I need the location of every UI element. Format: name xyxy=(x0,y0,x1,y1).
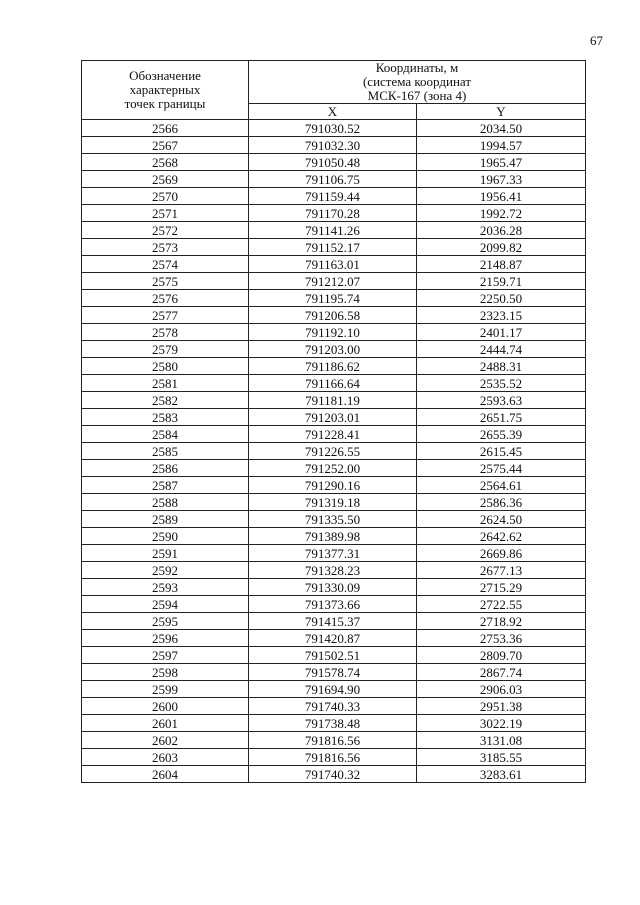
table-row xyxy=(82,307,586,324)
y-coordinate-cell: 2655.39 xyxy=(417,426,586,443)
y-coordinate-cell: 2677.13 xyxy=(417,562,586,579)
coords-header-line: Координаты, м xyxy=(375,60,459,75)
table-row xyxy=(82,698,586,715)
table-row xyxy=(82,290,586,307)
x-coordinate-cell: 791335.50 xyxy=(249,511,417,528)
y-coordinate-cell: 2099.82 xyxy=(417,239,586,256)
x-coordinate-cell: 791192.10 xyxy=(249,324,417,341)
x-coordinate-cell: 791050.48 xyxy=(249,154,417,171)
table-row xyxy=(82,205,586,222)
y-coordinate-cell: 2624.50 xyxy=(417,511,586,528)
table-row xyxy=(82,239,586,256)
point-cell: 2568 xyxy=(82,154,249,171)
point-cell: 2590 xyxy=(82,528,249,545)
y-coordinate-cell: 2401.17 xyxy=(417,324,586,341)
x-coordinate-cell: 791163.01 xyxy=(249,256,417,273)
x-coordinate-cell: 791694.90 xyxy=(249,681,417,698)
point-cell: 2569 xyxy=(82,171,249,188)
point-cell: 2578 xyxy=(82,324,249,341)
point-cell: 2572 xyxy=(82,222,249,239)
table-row xyxy=(82,392,586,409)
y-coordinate-cell: 1992.72 xyxy=(417,205,586,222)
y-coordinate-cell: 2036.28 xyxy=(417,222,586,239)
coords-header-line: (система координат xyxy=(362,74,472,89)
y-coordinate-cell: 1967.33 xyxy=(417,171,586,188)
y-coordinate-cell: 2642.62 xyxy=(417,528,586,545)
x-coordinate-cell: 791738.48 xyxy=(249,715,417,732)
x-coordinate-cell: 791166.64 xyxy=(249,375,417,392)
point-cell: 2592 xyxy=(82,562,249,579)
x-coordinate-cell: 791319.18 xyxy=(249,494,417,511)
point-cell: 2586 xyxy=(82,460,249,477)
y-coordinate-cell: 2669.86 xyxy=(417,545,586,562)
table-row xyxy=(82,341,586,358)
table-row xyxy=(82,647,586,664)
coordinates-header xyxy=(249,61,586,104)
x-coordinate-cell: 791159.44 xyxy=(249,188,417,205)
table-row xyxy=(82,715,586,732)
y-coordinate-cell: 2593.63 xyxy=(417,392,586,409)
y-coordinate-cell: 2488.31 xyxy=(417,358,586,375)
y-coordinate-cell: 2651.75 xyxy=(417,409,586,426)
point-cell: 2571 xyxy=(82,205,249,222)
y-coordinate-cell: 1965.47 xyxy=(417,154,586,171)
y-coordinate-cell: 1956.41 xyxy=(417,188,586,205)
table-row xyxy=(82,613,586,630)
table-row xyxy=(82,273,586,290)
table-row xyxy=(82,256,586,273)
point-cell: 2566 xyxy=(82,120,249,137)
x-coordinate-cell: 791578.74 xyxy=(249,664,417,681)
x-coordinate-cell: 791415.37 xyxy=(249,613,417,630)
point-column-header xyxy=(82,61,249,120)
point-cell: 2577 xyxy=(82,307,249,324)
boundary-coordinates-table xyxy=(81,60,586,783)
x-coordinate-cell: 791328.23 xyxy=(249,562,417,579)
y-coordinate-cell: 2718.92 xyxy=(417,613,586,630)
point-cell: 2595 xyxy=(82,613,249,630)
table-row xyxy=(82,409,586,426)
x-coordinate-cell: 791816.56 xyxy=(249,749,417,766)
point-cell: 2575 xyxy=(82,273,249,290)
x-coordinate-cell: 791816.56 xyxy=(249,732,417,749)
x-coordinate-cell: 791373.66 xyxy=(249,596,417,613)
y-coordinate-cell: 2444.74 xyxy=(417,341,586,358)
x-coordinate-cell: 791186.62 xyxy=(249,358,417,375)
x-coordinate-cell: 791106.75 xyxy=(249,171,417,188)
y-coordinate-cell: 2564.61 xyxy=(417,477,586,494)
table-row xyxy=(82,443,586,460)
table-row xyxy=(82,732,586,749)
point-cell: 2574 xyxy=(82,256,249,273)
y-coordinate-cell: 2575.44 xyxy=(417,460,586,477)
y-coordinate-cell: 3131.08 xyxy=(417,732,586,749)
table-row xyxy=(82,324,586,341)
point-header-line: Обозначение xyxy=(129,68,201,83)
y-coordinate-cell: 2034.50 xyxy=(417,120,586,137)
y-coordinate-cell: 2809.70 xyxy=(417,647,586,664)
y-coordinate-cell: 1994.57 xyxy=(417,137,586,154)
point-cell: 2570 xyxy=(82,188,249,205)
table-row xyxy=(82,494,586,511)
point-cell: 2583 xyxy=(82,409,249,426)
point-cell: 2604 xyxy=(82,766,249,783)
point-cell: 2576 xyxy=(82,290,249,307)
table-row xyxy=(82,120,586,137)
point-cell: 2581 xyxy=(82,375,249,392)
table-row xyxy=(82,596,586,613)
table-row xyxy=(82,154,586,171)
point-cell: 2573 xyxy=(82,239,249,256)
x-column-header: X xyxy=(249,104,417,120)
y-coordinate-cell: 3185.55 xyxy=(417,749,586,766)
point-cell: 2567 xyxy=(82,137,249,154)
x-coordinate-cell: 791740.33 xyxy=(249,698,417,715)
point-cell: 2585 xyxy=(82,443,249,460)
x-coordinate-cell: 791212.07 xyxy=(249,273,417,290)
table-row xyxy=(82,766,586,783)
x-coordinate-cell: 791290.16 xyxy=(249,477,417,494)
table-row xyxy=(82,545,586,562)
y-coordinate-cell: 2906.03 xyxy=(417,681,586,698)
x-coordinate-cell: 791203.00 xyxy=(249,341,417,358)
x-coordinate-cell: 791330.09 xyxy=(249,579,417,596)
point-cell: 2603 xyxy=(82,749,249,766)
point-cell: 2589 xyxy=(82,511,249,528)
point-cell: 2601 xyxy=(82,715,249,732)
table-row xyxy=(82,664,586,681)
y-coordinate-cell: 2250.50 xyxy=(417,290,586,307)
y-coordinate-cell: 2753.36 xyxy=(417,630,586,647)
point-header-line: точек границы xyxy=(124,96,206,111)
table-row xyxy=(82,426,586,443)
x-coordinate-cell: 791152.17 xyxy=(249,239,417,256)
x-coordinate-cell: 791389.98 xyxy=(249,528,417,545)
x-coordinate-cell: 791195.74 xyxy=(249,290,417,307)
point-cell: 2594 xyxy=(82,596,249,613)
point-cell: 2584 xyxy=(82,426,249,443)
table-row xyxy=(82,222,586,239)
y-coordinate-cell: 2586.36 xyxy=(417,494,586,511)
y-coordinate-cell: 2535.52 xyxy=(417,375,586,392)
point-cell: 2600 xyxy=(82,698,249,715)
point-cell: 2602 xyxy=(82,732,249,749)
x-coordinate-cell: 791141.26 xyxy=(249,222,417,239)
x-coordinate-cell: 791228.41 xyxy=(249,426,417,443)
point-cell: 2596 xyxy=(82,630,249,647)
table-row xyxy=(82,528,586,545)
x-coordinate-cell: 791181.19 xyxy=(249,392,417,409)
table-row xyxy=(82,477,586,494)
y-coordinate-cell: 2867.74 xyxy=(417,664,586,681)
x-coordinate-cell: 791030.52 xyxy=(249,120,417,137)
point-cell: 2597 xyxy=(82,647,249,664)
x-coordinate-cell: 791206.58 xyxy=(249,307,417,324)
y-coordinate-cell: 2722.55 xyxy=(417,596,586,613)
table-row xyxy=(82,579,586,596)
table-row xyxy=(82,171,586,188)
point-header-line: характерных xyxy=(129,82,201,97)
coords-header-line: МСК-167 (зона 4) xyxy=(367,88,467,103)
point-cell: 2580 xyxy=(82,358,249,375)
table-row xyxy=(82,358,586,375)
table-row xyxy=(82,681,586,698)
y-coordinate-cell: 2715.29 xyxy=(417,579,586,596)
table-row xyxy=(82,137,586,154)
y-coordinate-cell: 2951.38 xyxy=(417,698,586,715)
table-row xyxy=(82,749,586,766)
point-cell: 2591 xyxy=(82,545,249,562)
y-column-header: Y xyxy=(417,104,586,120)
x-coordinate-cell: 791170.28 xyxy=(249,205,417,222)
point-cell: 2582 xyxy=(82,392,249,409)
x-coordinate-cell: 791226.55 xyxy=(249,443,417,460)
table-row xyxy=(82,375,586,392)
x-coordinate-cell: 791377.31 xyxy=(249,545,417,562)
table-header xyxy=(82,61,586,120)
table-row xyxy=(82,562,586,579)
table-row xyxy=(82,511,586,528)
x-coordinate-cell: 791502.51 xyxy=(249,647,417,664)
point-cell: 2599 xyxy=(82,681,249,698)
x-coordinate-cell: 791252.00 xyxy=(249,460,417,477)
table-body xyxy=(82,120,586,783)
table-row xyxy=(82,460,586,477)
point-cell: 2588 xyxy=(82,494,249,511)
point-cell: 2593 xyxy=(82,579,249,596)
y-coordinate-cell: 2159.71 xyxy=(417,273,586,290)
x-coordinate-cell: 791420.87 xyxy=(249,630,417,647)
y-coordinate-cell: 2323.15 xyxy=(417,307,586,324)
y-coordinate-cell: 3283.61 xyxy=(417,766,586,783)
point-cell: 2587 xyxy=(82,477,249,494)
x-coordinate-cell: 791032.30 xyxy=(249,137,417,154)
table-row xyxy=(82,630,586,647)
x-coordinate-cell: 791740.32 xyxy=(249,766,417,783)
y-coordinate-cell: 3022.19 xyxy=(417,715,586,732)
table-row xyxy=(82,188,586,205)
x-coordinate-cell: 791203.01 xyxy=(249,409,417,426)
y-coordinate-cell: 2148.87 xyxy=(417,256,586,273)
point-cell: 2598 xyxy=(82,664,249,681)
page-number: 67 xyxy=(590,33,603,48)
point-cell: 2579 xyxy=(82,341,249,358)
y-coordinate-cell: 2615.45 xyxy=(417,443,586,460)
